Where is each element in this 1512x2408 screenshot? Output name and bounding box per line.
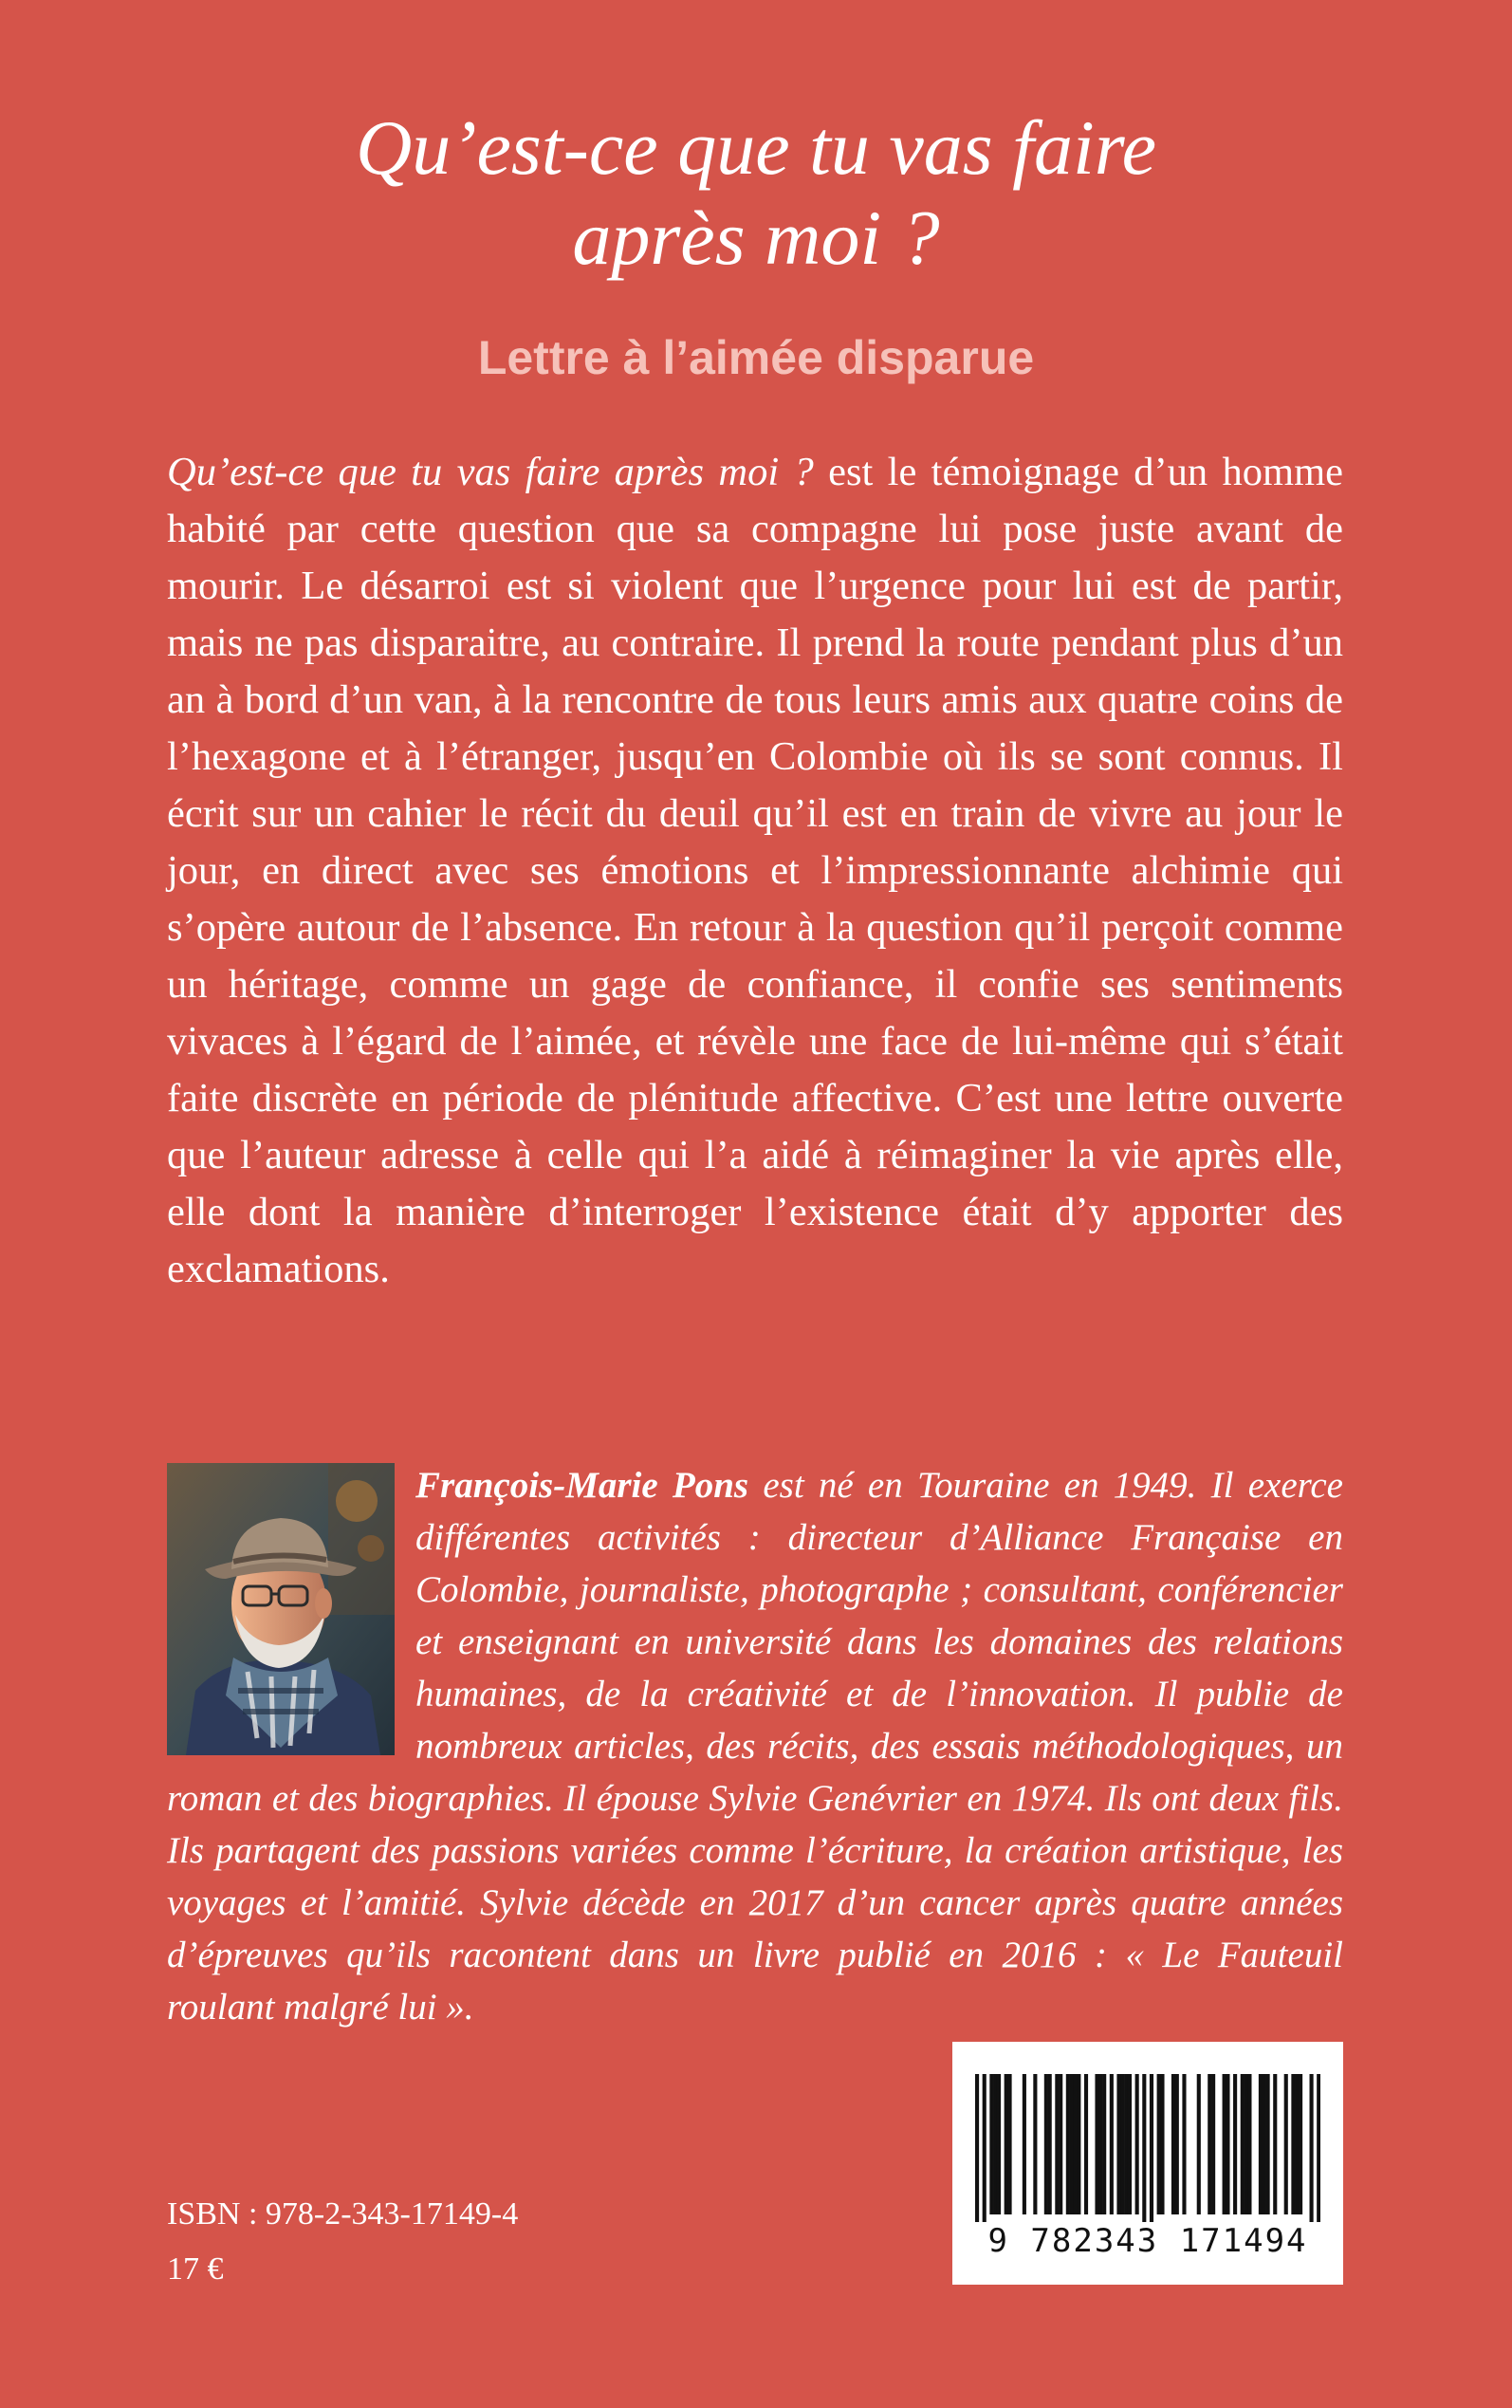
barcode-digits: 9 782343 171494: [987, 2222, 1308, 2260]
barcode-bar: [1098, 2074, 1102, 2214]
barcode-bar: [989, 2074, 993, 2214]
barcode-bar: [1160, 2074, 1164, 2214]
summary-paragraph: [167, 444, 1343, 1298]
barcode-bar: [1245, 2074, 1248, 2214]
barcode-bar: [1023, 2074, 1026, 2214]
barcode-bar: [1128, 2074, 1132, 2214]
barcode-bar: [1175, 2074, 1179, 2214]
price: 17 €: [167, 2251, 224, 2287]
barcode-guard-bar: [1150, 2074, 1153, 2222]
barcode-bar: [1211, 2074, 1215, 2214]
barcode-bar: [1059, 2074, 1062, 2214]
barcode-bar: [1223, 2074, 1226, 2214]
barcode-bar: [1182, 2074, 1186, 2214]
barcode-bar: [1266, 2074, 1270, 2214]
barcode-bars: [975, 2074, 1320, 2222]
photo-spacer: [167, 1459, 415, 1765]
barcode-bar: [1284, 2074, 1288, 2214]
barcode-bar: [1157, 2074, 1161, 2214]
barcode-guard-bar: [1142, 2074, 1146, 2222]
barcode-bar: [1110, 2074, 1114, 2214]
barcode-guard-bar: [975, 2074, 979, 2222]
barcode-bar: [1247, 2074, 1251, 2214]
barcode-bar: [1291, 2074, 1295, 2214]
author-bio: [167, 1459, 1343, 2033]
barcode-bar: [1273, 2074, 1277, 2214]
barcode-bar: [1084, 2074, 1088, 2214]
barcode-bar: [1066, 2074, 1070, 2214]
book-title-line-2: après moi ?: [572, 194, 940, 281]
book-title: [0, 102, 1512, 283]
barcode-bar: [993, 2074, 997, 2214]
barcode-bar: [1033, 2074, 1037, 2214]
barcode-bar: [1295, 2074, 1299, 2214]
barcode-bar: [1233, 2074, 1237, 2214]
barcode-bar: [1070, 2074, 1074, 2214]
barcode: [952, 2042, 1343, 2285]
barcode-bar: [1044, 2074, 1048, 2214]
barcode-bar: [1171, 2074, 1175, 2214]
barcode-bar: [997, 2074, 1001, 2214]
barcode-bar: [1197, 2074, 1201, 2214]
barcode-bar: [1005, 2074, 1008, 2214]
barcode-bar: [1299, 2074, 1302, 2214]
barcode-bar: [1263, 2074, 1266, 2214]
book-subtitle: Lettre à l’aimée disparue: [477, 331, 1035, 384]
barcode-bar: [1077, 2074, 1080, 2214]
barcode-bar: [1073, 2074, 1077, 2214]
author-name: François-Marie Pons: [415, 1465, 749, 1506]
summary-title-ref: Qu’est-ce que tu vas faire après moi ?: [167, 450, 814, 494]
book-title-line-1: Qu’est-ce que tu vas faire: [355, 104, 1157, 191]
barcode-guard-bar: [983, 2074, 986, 2222]
summary-text: est le témoignage d’un homme habité par cette question que sa compagne lui pose juste avant de mourir. Le désarroi est si violent que l’urgence pour lui est de partir, mais ne pas disparaitre, au contraire. Il prend la route pendant plus d’un an à bord d’un van, à la rencontre de tous leurs amis aux quatre coins de l’hexagone et à l’étranger, jusqu’en Colombie où ils se sont connus. Il écrit sur un cahier le récit du deuil qu’il est en train de vivre au jour le jour, en direct avec ses émotions et l’impressionnante alchimie qui s’opère autour de l’absence. En retour à la question qu’il perçoit comme un héritage, comme un gage de confiance, il confie ses sentiments vivaces à l’égard de l’aimée, et révèle une face de lui-même qui s’était faite discrète en période de plénitude affective. C’est une lettre ouverte que l’auteur adresse à celle qui l’a aidé à réimaginer la vie après elle, elle dont la manière d’interroger l’existence était d’y apporter des exclamations.: [167, 450, 1343, 1291]
barcode-bar: [1116, 2074, 1120, 2214]
author-bio-text: est né en Touraine en 1949. Il exerce différentes activités : directeur d’Alliance Française en Colombie, journaliste, photographe ; consultant, conférencier et enseignant en université dans les domaines des relations humaines, de la créativité et de l’innovation. Il publie de nombreux articles, des récits, des essais méthodologiques, un roman et des biographies. Il épouse Sylvie Genévrier en 1974. Ils ont deux fils. Ils partagent des passions variées comme l’écriture, la création artistique, les voyages et l’amitié. Sylvie décède en 2017 d’un cancer après quatre années d’épreuves qu’ils racontent dans un livre publié en 2016 : « Le Fauteuil roulant malgré lui ».: [167, 1465, 1343, 2028]
barcode-bar: [1120, 2074, 1124, 2214]
barcode-bar: [1048, 2074, 1052, 2214]
barcode-guard-bar: [1310, 2074, 1314, 2222]
barcode-bar: [1095, 2074, 1098, 2214]
barcode-guard-bar: [1317, 2074, 1320, 2222]
barcode-bar: [1208, 2074, 1211, 2214]
barcode-bar: [1241, 2074, 1245, 2214]
barcode-bar: [1226, 2074, 1229, 2214]
barcode-bar: [1124, 2074, 1128, 2214]
isbn: ISBN : 978-2-343-17149-4: [167, 2196, 519, 2232]
barcode-bar: [1135, 2074, 1139, 2214]
barcode-bar: [1259, 2074, 1263, 2214]
barcode-bar: [1102, 2074, 1106, 2214]
barcode-bar: [1055, 2074, 1059, 2214]
barcode-bar: [1007, 2074, 1011, 2214]
